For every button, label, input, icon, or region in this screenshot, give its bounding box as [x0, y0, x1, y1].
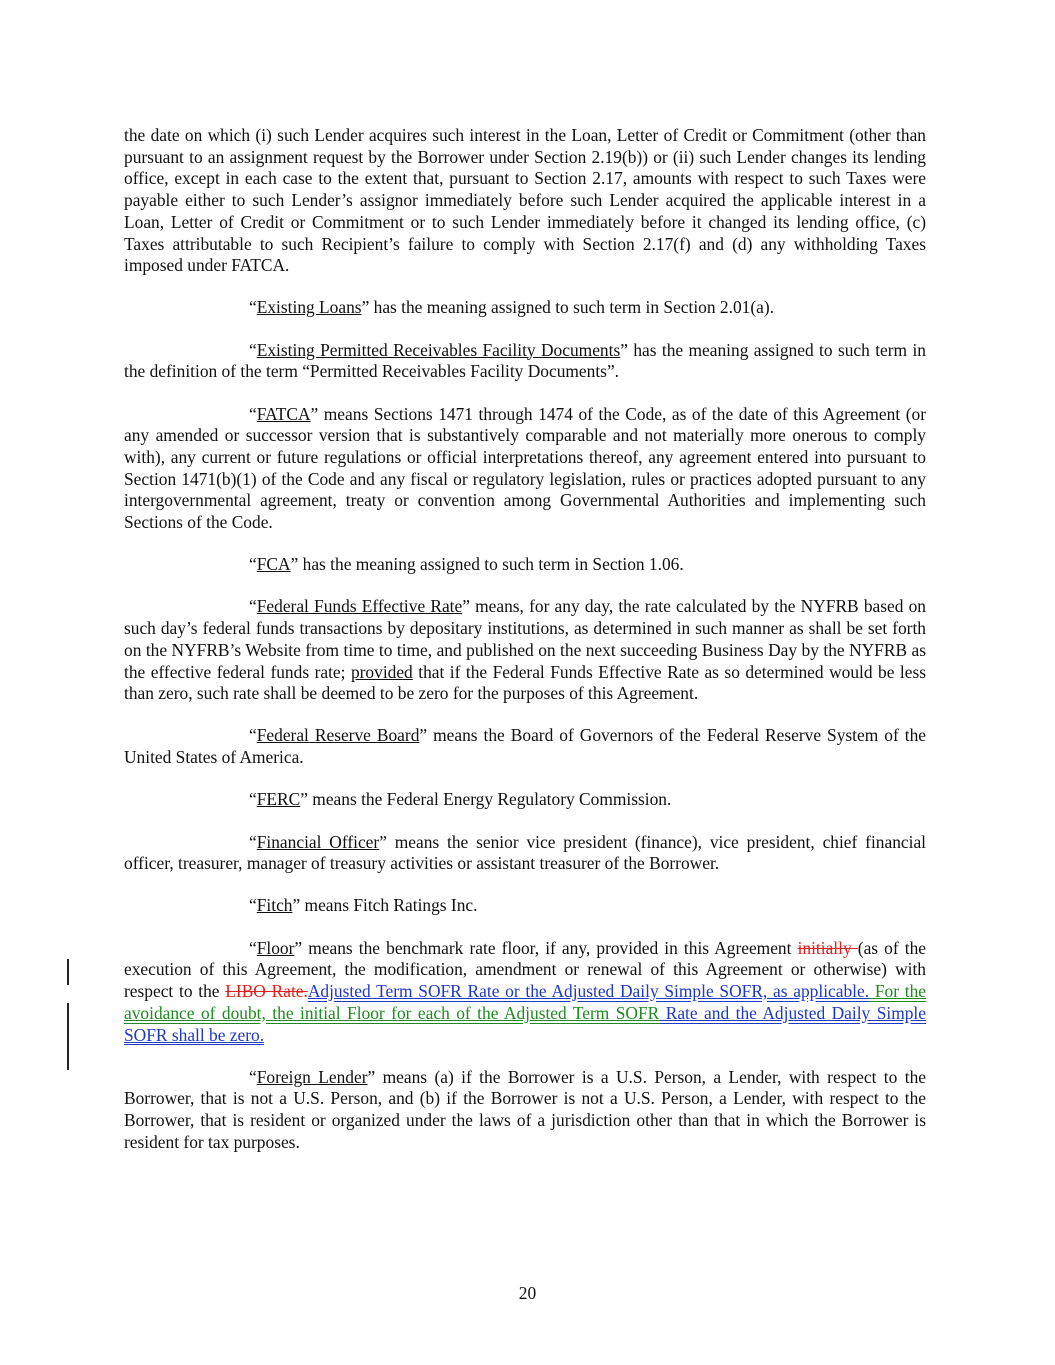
defined-term: Federal Funds Effective Rate — [256, 596, 463, 617]
definition-body-continued: that if the Federal Funds Effective Rate as so determined would be less than zero, such rate shall be deemed to be zero for the purposes of this Agreement. — [124, 661, 926, 704]
definition-body-continued: (as of the execution of this Agreement, the modification, amendment or renewal of this Agreement or otherwise) with respect to the — [124, 937, 926, 1002]
definition-foreign-lender — [124, 1067, 926, 1154]
open-quote: “ — [249, 789, 257, 810]
page-number: 20 — [518, 1283, 537, 1303]
definition-body: ” means (a) if the Borrower is a U.S. Person, a Lender, with respect to the Borrower, that is not a U.S. Person, and (b) if the Borrower is not a U.S. Person, a Lender, with respect to the Borrower, that is resident or organized under the laws of a jurisdiction other than that in which the Borrower is resident for tax purposes. — [124, 1066, 926, 1152]
inserted-text: Adjusted Term SOFR Rate or the Adjusted Daily Simple SOFR, as applicable. — [307, 981, 870, 1002]
intro-paragraph — [124, 125, 926, 277]
definition-body: ” means Sections 1471 through 1474 of the Code, as of the date of this Agreement (or any amended or successor version that is substantively comparable and not materially more onerous to comply with), any current or future regulations or official interpretations thereof, any agreement entered into pursuant to Section 1471(b)(1) of the Code and any fiscal or regulatory legislation, rules or practices adopted pursuant to any intergovernmental agreement, treaty or convention among Governmental Authorities and implementing such Sections of the Code. — [124, 403, 926, 533]
definition-fatca — [124, 404, 926, 534]
open-quote: “ — [249, 831, 257, 852]
intro-text: the date on which (i) such Lender acquires such interest in the Loan, Letter of Credit or Commitment (other than pursuant to an assignment request by the Borrower under Section 2.19(b)) or (ii) such Lender changes its lending office, except in each case to the extent that, pursuant to Section 2.17, amounts with respect to such Taxes were payable either to such Lender’s assignor immediately before such Lender acquired the applicable interest in a Loan, Letter of Credit or Commitment or to such Lender immediately before it changed its lending office, (c) Taxes attributable to such Recipient’s failure to comply with Section 2.17(f) and (d) any withholding Taxes imposed under FATCA. — [124, 125, 926, 276]
defined-term: Financial Officer — [256, 831, 380, 852]
deleted-text: initially — [797, 937, 858, 958]
definition-body: ” means the benchmark rate floor, if any, provided in this Agreement — [294, 937, 798, 958]
definition-body: ” means Fitch Ratings Inc. — [292, 895, 478, 916]
definition-ferc — [124, 789, 926, 811]
definition-fitch — [124, 895, 926, 917]
change-bar-1 — [67, 959, 69, 985]
definition-existing-permitted — [124, 340, 926, 383]
open-quote: “ — [249, 297, 257, 318]
definition-body: ” means, for any day, the rate calculated by the NYFRB based on such day’s federal funds transactions by depositary institutions, as determined in such manner as shall be set forth on the NYFRB’s Website from time to time, and published on the next succeeding Business Day by the NYFRB as the effective federal funds rate; — [124, 596, 926, 682]
open-quote: “ — [249, 596, 257, 617]
definition-body: ” has the meaning assigned to such term in Section 1.06. — [290, 554, 684, 575]
definition-federal-funds — [124, 596, 926, 705]
definition-federal-reserve — [124, 725, 926, 768]
open-quote: “ — [249, 937, 257, 958]
definition-body: ” has the meaning assigned to such term in Section 2.01(a). — [361, 297, 775, 318]
defined-term: Fitch — [256, 895, 293, 916]
moved-text: For the avoidance of doubt, the initial Floor for each of the Adjusted Term SOFR — [124, 981, 926, 1023]
definition-body: ” has the meaning assigned to such term in the definition of the term “Permitted Receivables Facility Documents”. — [124, 339, 926, 382]
open-quote: “ — [249, 554, 257, 575]
open-quote: “ — [249, 339, 257, 360]
open-quote: “ — [249, 725, 257, 746]
definition-body: ” means the Board of Governors of the Federal Reserve System of the United States of America. — [124, 725, 926, 768]
deleted-text: LIBO Rate. — [225, 981, 308, 1002]
definition-financial-officer — [124, 832, 926, 875]
change-bar-2 — [67, 1003, 69, 1070]
definition-floor — [124, 938, 926, 1047]
defined-term: FERC — [256, 789, 301, 810]
definition-fca — [124, 554, 926, 576]
definition-body: ” means the Federal Energy Regulatory Commission. — [300, 789, 672, 810]
defined-term: Existing Loans — [256, 297, 362, 318]
open-quote: “ — [249, 403, 257, 424]
defined-term: FATCA — [256, 403, 311, 424]
definition-body: ” means the senior vice president (finance), vice president, chief financial officer, treasurer, manager of treasury activities or assistant treasurer of the Borrower. — [124, 831, 926, 874]
definition-existing-loans — [124, 297, 926, 319]
defined-term: Foreign Lender — [256, 1066, 368, 1087]
provided-term: provided — [350, 661, 413, 682]
inserted-text: Rate and the Adjusted Daily Simple SOFR shall be zero. — [124, 1002, 926, 1045]
defined-term: Floor — [256, 937, 295, 958]
defined-term: FCA — [256, 554, 291, 575]
defined-term: Existing Permitted Receivables Facility Documents — [256, 339, 621, 360]
open-quote: “ — [249, 895, 257, 916]
document-page — [124, 125, 926, 1174]
open-quote: “ — [249, 1066, 257, 1087]
defined-term: Federal Reserve Board — [256, 725, 420, 746]
